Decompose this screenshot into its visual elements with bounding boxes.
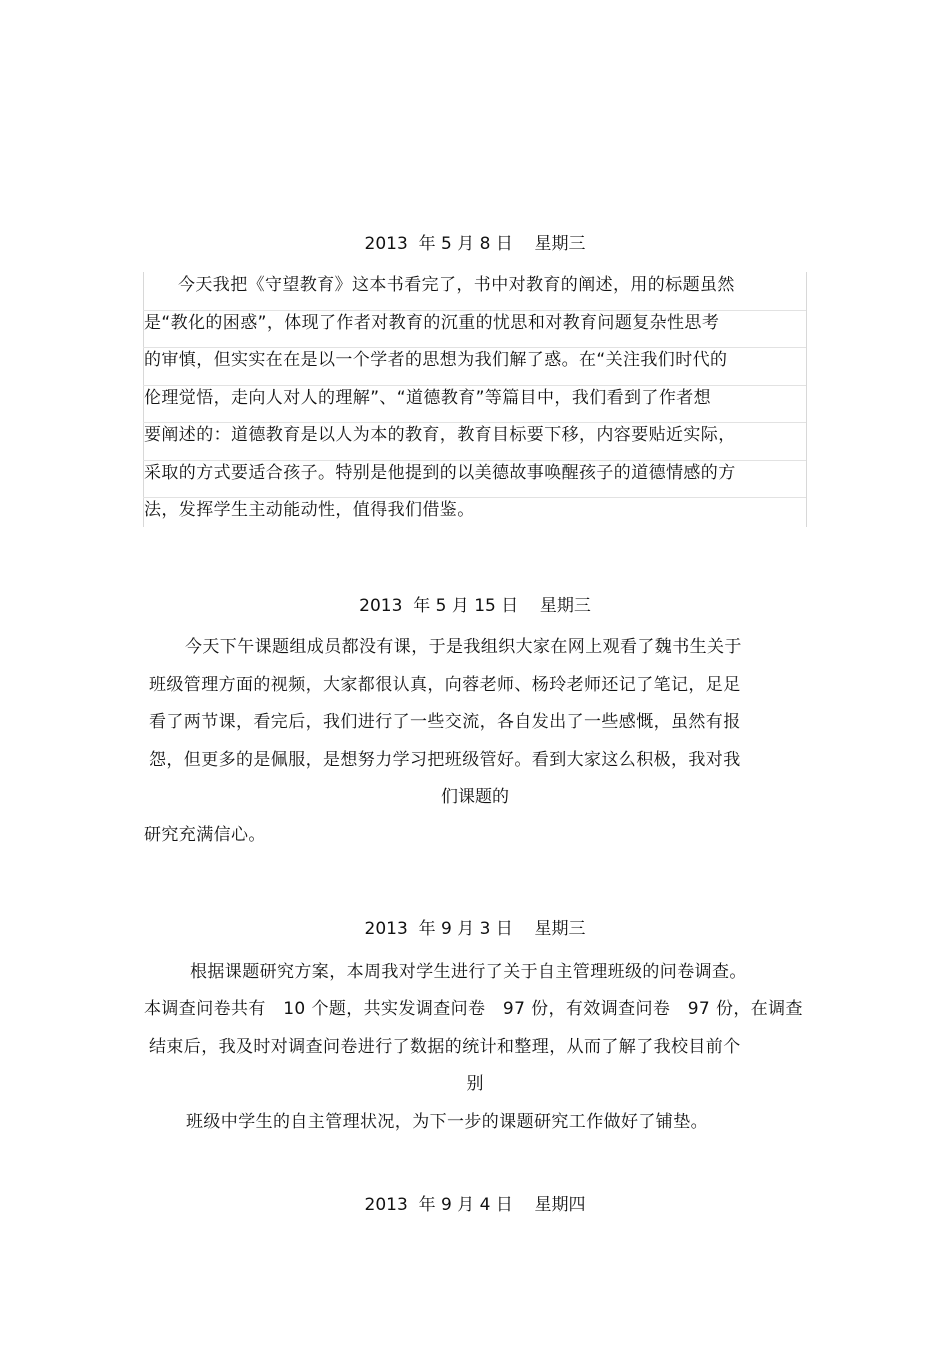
entry-3-line: 结束后，我及时对调查问卷进行了数据的统计和整理，从而了解了我校目前个 [149,1037,741,1057]
entry-3-line: 别 [466,1074,484,1094]
entry-3-line: 本调查问卷共有 10 个题，共实发调查问卷 97 份，有效调查问卷 97 份，在调查 [144,999,803,1019]
entry-1-line: 采取的方式要适合孩子。特别是他提到的以美德故事唤醒孩子的道德情感的方 [144,463,736,483]
entry-2-date: 2013 年 5 月 15 日 星期三 [359,596,591,616]
entry-3-line: 班级中学生的自主管理状况，为下一步的课题研究工作做好了铺垫。 [186,1112,708,1132]
entry-1-line: 是“教化的困惑”，体现了作者对教育的沉重的忧思和对教育问题复杂性思考 [144,313,720,333]
entry-3-date: 2013 年 9 月 3 日 星期三 [364,919,586,939]
entry-4-date: 2013 年 9 月 4 日 星期四 [364,1195,586,1215]
entry-2-line: 怨，但更多的是佩服，是想努力学习把班级管好。看到大家这么积极，我对我 [149,750,741,770]
entry-3-line: 根据课题研究方案，本周我对学生进行了关于自主管理班级的问卷调查。 [190,962,747,982]
entry-2-line: 今天下午课题组成员都没有课，于是我组织大家在网上观看了魏书生关于 [185,637,742,657]
entry-1-date: 2013 年 5 月 8 日 星期三 [364,234,586,254]
entry-1-line: 要阐述的：道德教育是以人为本的教育，教育目标要下移，内容要贴近实际， [144,425,736,445]
entry-2-line: 研究充满信心。 [144,825,266,845]
entry-1-line: 的审慎，但实实在在是以一个学者的思想为我们解了惑。在“关注我们时代的 [144,350,728,370]
entry-1-line: 伦理觉悟，走向人对人的理解”、“道德教育”等篇目中，我们看到了作者想 [144,388,712,408]
entry-2-line: 班级管理方面的视频，大家都很认真，向蓉老师、杨玲老师还记了笔记，足足 [149,675,741,695]
entry-1-line: 今天我把《守望教育》这本书看完了，书中对教育的阐述，用的标题虽然 [178,275,735,295]
entry-2-line: 看了两节课，看完后，我们进行了一些交流，各自发出了一些感慨，虽然有报 [149,712,741,732]
entry-2-line: 们课题的 [441,787,509,807]
entry-1-line: 法，发挥学生主动能动性，值得我们借鉴。 [144,500,475,520]
